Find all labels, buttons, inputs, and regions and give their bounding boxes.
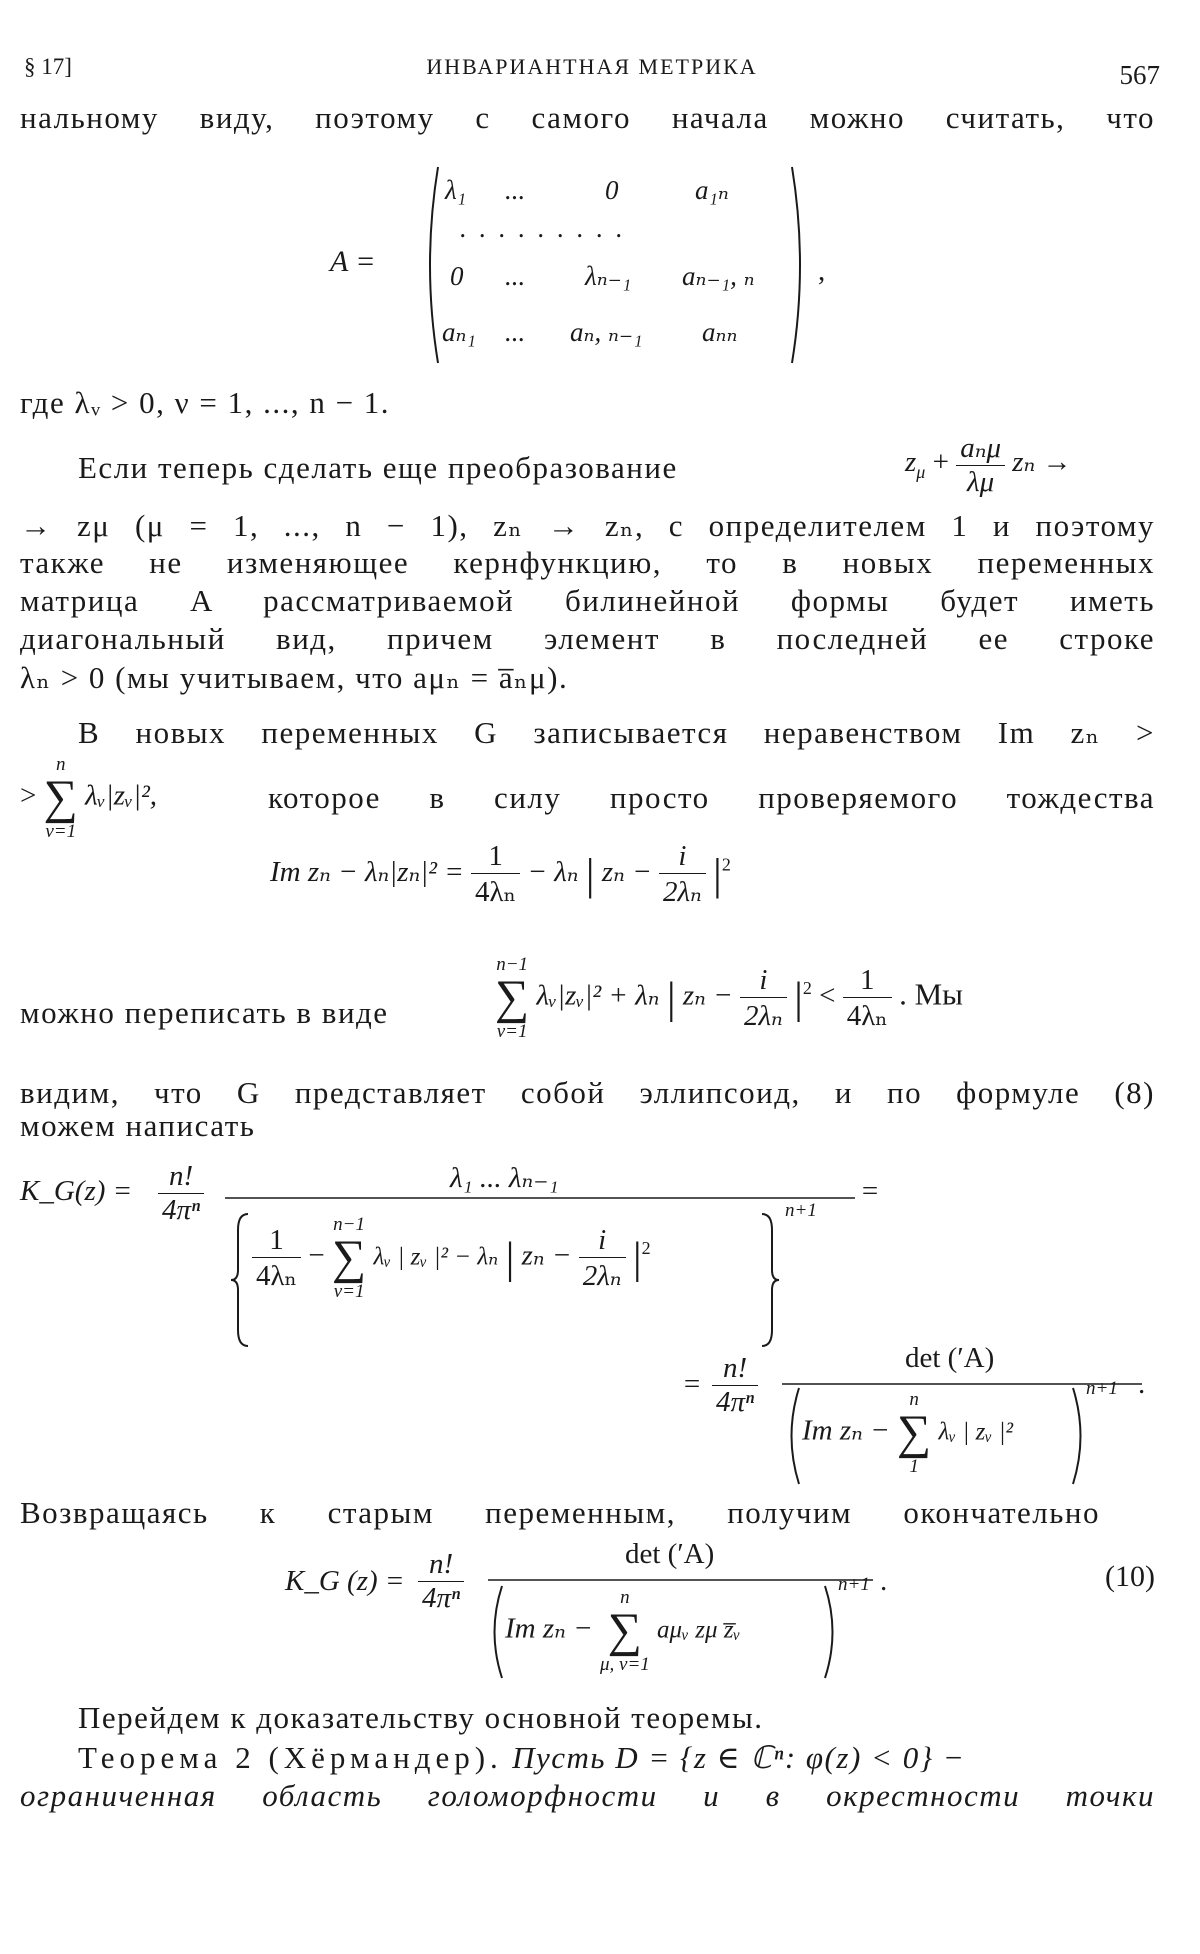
sum-upper: n−1 [496, 954, 529, 975]
text-line: можем написать [20, 1108, 256, 1143]
sum-lower: ν=1 [496, 1021, 528, 1042]
fraction [659, 840, 706, 909]
fraction [418, 1548, 464, 1615]
kernel2-prefactor [712, 1352, 758, 1419]
right-paren [790, 165, 810, 365]
kernel-prefactor [158, 1160, 204, 1227]
rewrite-expression: n−1 ∑ ν=1 λᵥ|zᵥ|² + λₙ | zₙ − $\frac{i}{\text{2λₙ}}$ $|^2$ < $\frac{1}{\text{4λₙ}}$ . Мы [495, 954, 964, 1042]
sum-operator: n ∑ μ, ν=1 [599, 1587, 650, 1675]
text-line: также не изменяющее кернфункцию, то в новых переменных [20, 545, 1155, 580]
text-line: λₙ > 0 (мы учитываем, что aμₙ = a̅ₙμ). [20, 660, 569, 695]
matrix-cell: aₙ₁ [442, 317, 476, 347]
minus-sign: − [308, 1239, 325, 1272]
fraction-numerator: i [579, 1224, 626, 1258]
sum-lower: 1 [909, 1456, 919, 1477]
gt-sign: > [20, 779, 37, 812]
fraction [579, 1224, 626, 1293]
identity-term: − λₙ [527, 856, 579, 889]
running-header [24, 48, 1160, 88]
kernel2-exponent: n+1 [1086, 1378, 1118, 1399]
rewrite-term: zₙ − [682, 979, 733, 1012]
fraction [712, 1352, 758, 1419]
final-end: . [880, 1565, 888, 1597]
formula-sub: μ [916, 461, 926, 482]
fraction-denominator: 4πⁿ [716, 1386, 755, 1418]
right-brace [758, 1210, 782, 1350]
text-line: диагональный вид, причем элемент в последней ее строке [20, 621, 1155, 656]
kernel1-exponent: n+1 [785, 1200, 817, 1221]
fraction-numerator: i [740, 964, 787, 998]
text-line: Возвращаясь к старым переменным, получим окончательно [20, 1495, 1100, 1530]
fraction-numerator: n! [158, 1160, 204, 1194]
text-line: которое в силу просто проверяемого тождества [268, 780, 1155, 815]
denominator-term: Im zₙ − [802, 1414, 890, 1447]
matrix-cell: 0 [605, 175, 619, 205]
fraction-denominator: 4λₙ [475, 876, 517, 908]
matrix-cell: λ₁ [445, 175, 467, 205]
left-paren [420, 165, 440, 365]
matrix-cell: ... [505, 175, 526, 205]
fraction-numerator: aₙμ [956, 430, 1005, 466]
running-title: ИНВАРИАНТНАЯ МЕТРИКА [426, 54, 758, 79]
text-line: матрица A рассматриваемой билинейной формы будет иметь [20, 583, 1155, 618]
sum-lower: μ, ν=1 [599, 1654, 650, 1675]
kernel1-denominator: $\frac{1}{\text{4λₙ}}$ − n−1 ∑ ν=1 λᵥ | zᵥ |² − λₙ | zₙ − $\frac{i}{\text{2λₙ}}$ $|^2$ [252, 1215, 651, 1301]
fraction-numerator: i [659, 840, 706, 874]
fraction-denominator: 2λₙ [662, 876, 702, 908]
identity-term: zₙ − [601, 856, 652, 889]
formula-term: zₙ → [1012, 446, 1072, 479]
sum-upper: n [55, 754, 66, 775]
sum-upper: n−1 [333, 1214, 365, 1235]
text-line: где λᵥ > 0, ν = 1, ..., n − 1. [20, 385, 391, 420]
kernel1-numerator: λ₁ ... λₙ₋₁ [450, 1162, 559, 1194]
fraction-denominator: 4πⁿ [162, 1194, 201, 1226]
fraction-numerator: n! [712, 1352, 758, 1386]
matrix-cell: aₙ₋₁, ₙ [682, 261, 755, 291]
rewrite-end: . Мы [899, 976, 964, 1012]
sum-expression [20, 755, 157, 841]
fraction [956, 430, 1005, 499]
matrix-comma: , [818, 255, 826, 287]
denominator-term: Im zₙ − [505, 1612, 593, 1645]
left-paren [485, 1584, 505, 1680]
left-paren [782, 1386, 802, 1486]
fraction [740, 964, 787, 1033]
denominator-term: zₙ − [521, 1239, 572, 1272]
kernel-lhs: K_G(z) = [20, 1175, 133, 1207]
text-line: можно переписать в виде [20, 995, 389, 1030]
sum-operator: n ∑ 1 [896, 1389, 932, 1477]
transformation-formula [905, 430, 1072, 499]
right-paren [1070, 1386, 1090, 1486]
fraction-denominator: 4λₙ [256, 1259, 298, 1292]
page-number: 567 [1119, 60, 1160, 90]
fraction [252, 1224, 301, 1293]
sum-body: λᵥ|zᵥ|², [85, 779, 158, 812]
final-denominator [505, 1588, 741, 1674]
denominator-term: λᵥ | zᵥ |² [938, 1418, 1013, 1446]
text-line: Перейдем к доказательству основной теоремы. [78, 1700, 764, 1735]
rewrite-term: λᵥ|zᵥ|² + λₙ [536, 979, 660, 1012]
sum-operator: n ∑ ν=1 [43, 754, 78, 842]
sum-lower: ν=1 [45, 821, 77, 842]
identity-lhs: Im zₙ − λₙ|zₙ|² = [270, 856, 464, 889]
equation-number: (10) [1105, 1560, 1155, 1593]
lt-sign: < [819, 979, 836, 1012]
matrix-cell: ... [505, 261, 526, 291]
matrix-cell: 0 [450, 261, 464, 291]
matrix-cell: aₙₙ [702, 317, 738, 347]
denominator-term: λᵥ | zᵥ |² − λₙ [373, 1243, 499, 1271]
theorem-label: Теорема 2 (Хёрмандер). [78, 1740, 503, 1775]
final-exponent: n+1 [838, 1574, 870, 1595]
denominator-term: aμᵥ zμ z̅ᵥ [657, 1616, 741, 1644]
theorem-line [78, 1740, 1155, 1776]
theorem-statement: Пусть D = {z ∈ ℂⁿ: φ(z) < 0} − [512, 1740, 966, 1775]
sum-lower: ν=1 [333, 1281, 365, 1302]
section-ref: § 17] [24, 54, 72, 79]
kernel2-end: . [1138, 1368, 1146, 1400]
sum-upper: n [620, 1587, 630, 1608]
fraction [843, 964, 892, 1033]
sum-operator: n−1 ∑ ν=1 [495, 954, 530, 1042]
fraction-numerator: 1 [471, 840, 520, 874]
para2-text: Если теперь сделать еще преобразование [78, 450, 678, 485]
fraction-denominator: 2λₙ [582, 1259, 622, 1292]
exponent: 2 [721, 854, 731, 875]
left-brace [228, 1210, 252, 1350]
fraction-denominator: 4λₙ [846, 999, 888, 1032]
matrix-dots: . . . . . . . . . [460, 213, 626, 243]
text-line: → zμ (μ = 1, ..., n − 1), zₙ → zₙ, с определителем 1 и поэтому [20, 508, 1155, 543]
final-lhs: K_G (z) = [285, 1565, 405, 1597]
matrix-lhs: A = [330, 245, 376, 278]
sum-upper: n [909, 1389, 919, 1410]
fraction [158, 1160, 204, 1227]
identity-equation: Im zₙ − λₙ|zₙ|² = $\frac{1}{\text{4λₙ}}$ − λₙ | zₙ − $\frac{i}{\text{2λₙ}}$ $|^2$ [270, 840, 731, 908]
text-line: нальному виду, поэтому с самого начала можно считать, что [20, 100, 1155, 135]
matrix-cell: aₙ, ₙ₋₁ [570, 317, 643, 347]
fraction-bar [225, 1196, 855, 1200]
fraction-denominator: λμ [967, 466, 995, 498]
fraction-denominator: 2λₙ [744, 999, 783, 1032]
kernel1-eq: = [860, 1175, 880, 1207]
sum-operator: n−1 ∑ ν=1 [331, 1214, 367, 1302]
matrix-cell: a₁ₙ [695, 175, 729, 205]
formula-term: z [905, 446, 917, 479]
formula-plus: + [932, 446, 949, 479]
matrix-cell: ... [505, 317, 526, 347]
text-line: видим, что G представляет собой эллипсоид, и по формуле (8) [20, 1075, 1155, 1110]
final-prefactor [418, 1548, 464, 1615]
matrix-cell: λₙ₋₁ [585, 261, 632, 291]
text-line: В новых переменных G записывается неравенством Im zₙ > [78, 715, 1155, 750]
kernel2-eq: = [682, 1368, 702, 1400]
kernel2-denominator [802, 1390, 1013, 1476]
fraction-numerator: n! [418, 1548, 464, 1582]
right-paren [822, 1584, 842, 1680]
fraction-numerator: 1 [252, 1224, 301, 1258]
final-numerator: det (′A) [625, 1538, 715, 1570]
kernel2-numerator: det (′A) [905, 1342, 995, 1374]
fraction [471, 840, 520, 909]
theorem-line: ограниченная область голоморфности и в окрестности точки [20, 1778, 1155, 1813]
fraction-numerator: 1 [843, 964, 892, 998]
fraction-bar [488, 1578, 873, 1582]
matrix-A [420, 165, 810, 365]
fraction-denominator: 4πⁿ [422, 1582, 461, 1614]
